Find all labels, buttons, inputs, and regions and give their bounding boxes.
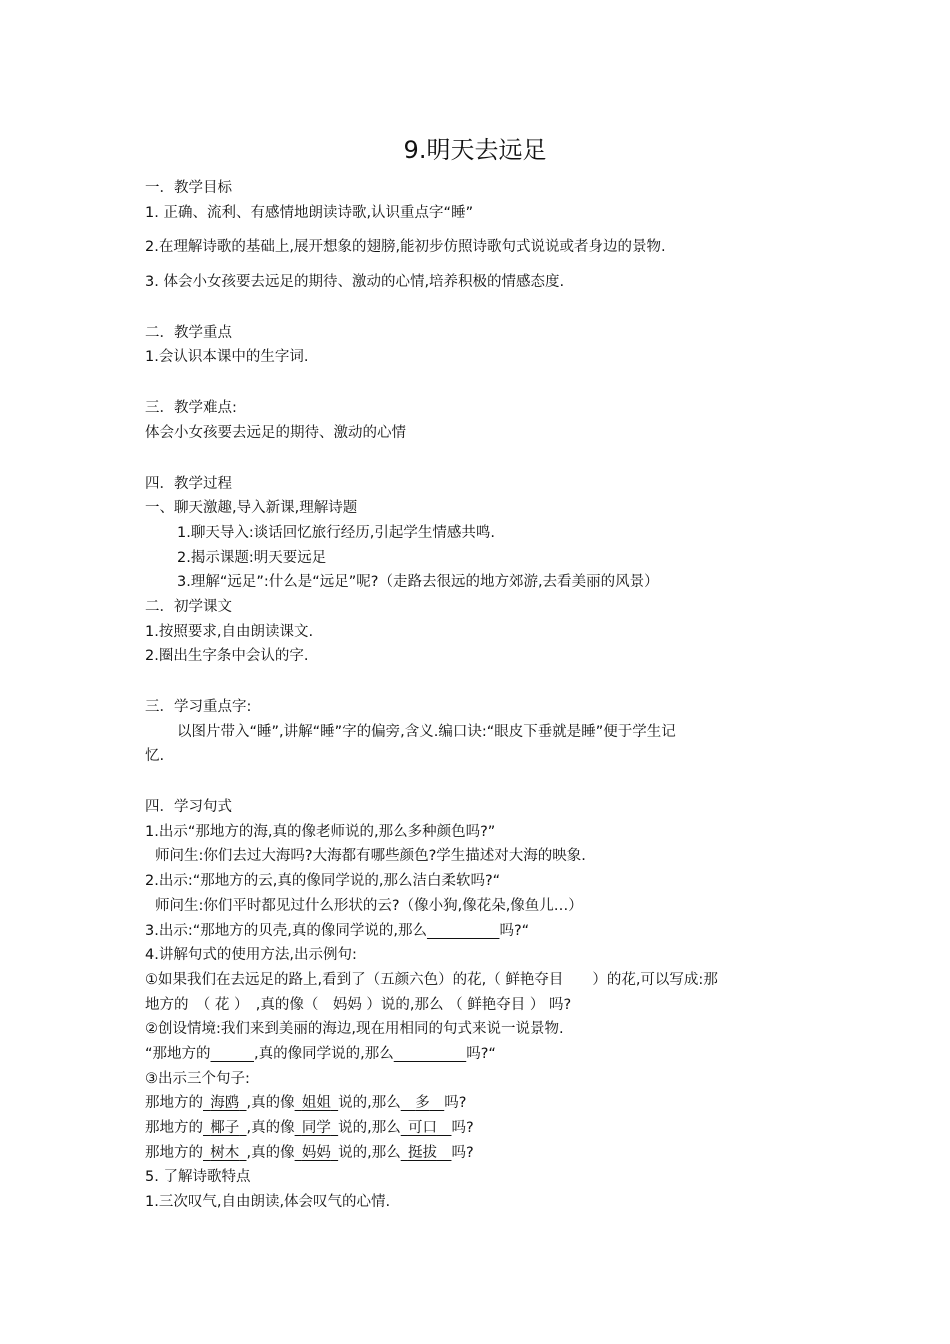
template-part-1: “那地方的 bbox=[145, 1045, 211, 1062]
filled-word: 姐姐 bbox=[301, 1095, 331, 1112]
document-body bbox=[145, 176, 815, 1215]
difficulty-1: 体会小女孩要去远足的期待、激动的心情 bbox=[145, 424, 406, 441]
process-step-a2: 2.揭示课题:明天要远足 bbox=[177, 549, 327, 566]
section-heading-key-char: 三．学习重点字: bbox=[145, 699, 252, 715]
goal-3: 3. 体会小女孩要去远足的期待、激动的心情,培养积极的情感态度. bbox=[145, 274, 565, 291]
filled-sentence-row: 那地方的 海鸥 ,真的像 姐姐 说的,那么 多 吗? bbox=[145, 1095, 467, 1112]
process-step-b2: 2.圈出生字条中会认的字. bbox=[145, 648, 309, 665]
sentence-3 bbox=[145, 919, 815, 944]
goal-1: 1. 正确、流利、有感情地朗读诗歌,认识重点字“睡” bbox=[145, 204, 474, 221]
example-2: ②创设情境:我们来到美丽的海边,现在用相同的句式来说一说景物. bbox=[145, 1021, 564, 1038]
filled-word: 树木 bbox=[210, 1144, 240, 1161]
sentence-2: 2.出示:“那地方的云,真的像同学说的,那么洁白柔软吗?“ bbox=[145, 873, 501, 890]
example-3-heading: ③出示三个句子: bbox=[145, 1070, 250, 1087]
process-step-a1: 1.聊天导入:谈话回忆旅行经历,引起学生情感共鸣. bbox=[177, 524, 495, 541]
section-heading-sentence: 四．学习句式 bbox=[145, 799, 232, 816]
example-1 bbox=[145, 968, 815, 993]
filled-sentence-row: 那地方的 树木 ,真的像 妈妈 说的,那么 挺拔 吗? bbox=[145, 1144, 474, 1161]
poem-features-heading: 5. 了解诗歌特点 bbox=[145, 1169, 251, 1186]
process-step-a3: 3.理解“远足”:什么是“远足”呢?（走路去很远的地方郊游,去看美丽的风景） bbox=[177, 574, 659, 591]
filled-word: 同学 bbox=[301, 1120, 331, 1136]
key-char-text-cont: 忆. bbox=[145, 748, 165, 765]
blank bbox=[394, 1046, 467, 1062]
process-step-a: 一、聊天激趣,导入新课,理解诗题 bbox=[145, 500, 358, 517]
sentence-1: 1.出示“那地方的海,真的像老师说的,那么多种颜色吗?” bbox=[145, 823, 496, 840]
page-title: 9.明天去远足 bbox=[403, 136, 547, 164]
section-heading-goals: 一．教学目标 bbox=[145, 180, 232, 196]
filled-word: 多 bbox=[415, 1095, 430, 1112]
teacher-question-1: 师问生:你们去过大海吗?大海都有哪些颜色?学生描述对大海的映象. bbox=[155, 848, 586, 865]
goal-2: 2.在理解诗歌的基础上,展开想象的翅膀,能初步仿照诗歌句式说说或者身边的景物. bbox=[145, 239, 666, 256]
example-1-end: ）的花,可以写成:那 bbox=[592, 971, 718, 988]
process-step-b: 二．初学课文 bbox=[145, 598, 232, 615]
section-heading-process: 四．教学过程 bbox=[145, 475, 232, 492]
blank bbox=[211, 1046, 255, 1062]
section-heading-focus: 二．教学重点 bbox=[145, 324, 232, 341]
filled-word: 椰子 bbox=[210, 1120, 240, 1136]
teacher-question-2: 师问生:你们平时都见过什么形状的云?（像小狗,像花朵,像鱼儿…） bbox=[155, 897, 583, 914]
sentence-3-end: 吗?“ bbox=[499, 922, 530, 939]
sentence-3-start: 3.出示:“那地方的贝壳,真的像同学说的,那么 bbox=[145, 922, 427, 939]
filled-word: 海鸥 bbox=[210, 1095, 240, 1112]
example-1-start: ①如果我们在去远足的路上,看到了（五颜六色）的花,（ 鲜艳夺目 bbox=[145, 971, 564, 988]
blank bbox=[427, 923, 500, 939]
filled-word: 挺拔 bbox=[407, 1144, 437, 1161]
example-2-template bbox=[145, 1042, 815, 1067]
template-part-3: 吗?“ bbox=[466, 1045, 496, 1062]
filled-word: 可口 bbox=[407, 1120, 437, 1136]
template-part-2: ,真的像同学说的,那么 bbox=[254, 1045, 394, 1062]
filled-sentence-row: 那地方的 椰子 ,真的像 同学 说的,那么 可口 吗? bbox=[145, 1120, 474, 1136]
example-1-cont: 地方的 （ 花 ） ,真的像（ 妈妈 ）说的,那么 （ 鲜艳夺目 ） 吗? bbox=[145, 996, 572, 1013]
usage-explanation: 4.讲解句式的使用方法,出示例句: bbox=[145, 947, 357, 964]
key-char-text: 以图片带入“睡”,讲解“睡”字的偏旁,含义.编口诀:“眼皮下垂就是睡”便于学生记 bbox=[177, 723, 676, 740]
focus-1: 1.会认识本课中的生字词. bbox=[145, 349, 309, 366]
poem-features-1: 1.三次叹气,自由朗读,体会叹气的心情. bbox=[145, 1194, 391, 1211]
filled-word: 妈妈 bbox=[301, 1144, 331, 1161]
process-step-b1: 1.按照要求,自由朗读课文. bbox=[145, 623, 314, 640]
section-heading-difficulty: 三．教学难点: bbox=[145, 400, 237, 417]
